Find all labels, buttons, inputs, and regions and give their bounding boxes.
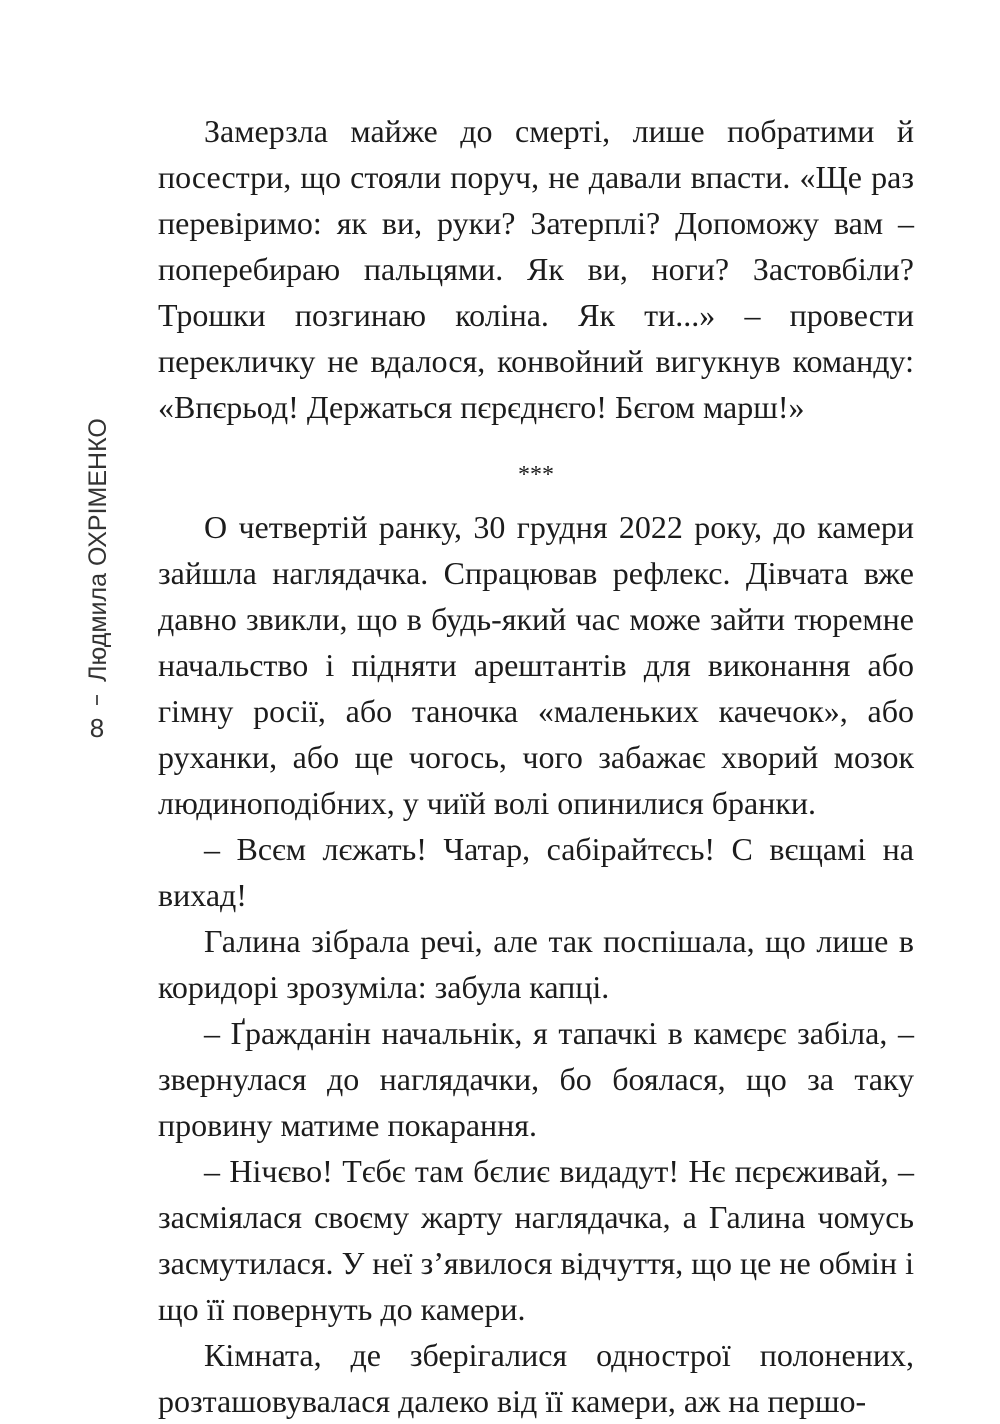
paragraph: Кімната, де зберігалися однострої полонених, розташовувалася далеко від її камери, аж на першо- — [158, 1337, 914, 1419]
paragraph: Галина зібрала речі, але так поспішала, що лише в коридорі зрозуміла: забула капці. — [158, 923, 914, 1005]
paragraph-dialogue: – Ґражданін начальнік, я тапачкі в камєрє забіла, – звернулася до наглядачки, бо боялася, що за таку провину матиме покарання. — [158, 1015, 914, 1143]
paragraph: О четвертій ранку, 30 грудня 2022 року, до камери зайшла наглядачка. Спрацював рефлекс. Дівчата вже давно звикли, що в будь-який час може зайти тюремне начальство і підняти арештантів для виконання або гімну росії, або таночка «маленьких качечок», або руханки, або ще чогось, чого забажає хворий мозок людиноподібних, у чиїй волі опинилися бранки. — [158, 509, 914, 821]
paragraph-dialogue: – Всєм лєжать! Чатар, сабірайтєсь! С вєщамі на вихад! — [158, 831, 914, 913]
paragraph: Замерзла майже до смерті, лише побратими й посестри, що стояли поруч, не давали впасти. «Ще раз перевіримо: як ви, руки? Затерплі? Допоможу вам – поперебираю пальцями. Як ви, ноги? Застовбіли? Трошки позгинаю коліна. Як ти...» – провести перекличку не вдалося, конвойний вигукнув команду: «Впєрьод! Держаться пєрєднєго! Бєгом марш!» — [158, 113, 914, 425]
paragraph-dialogue: – Нічєво! Тєбє там бєлиє видадут! Нє пєрєживай, – засміялася своєму жарту наглядачка, а Галина чомусь засмутилася. У неї з’явилося відчуття, що це не обмін і що її повернуть до камери. — [158, 1153, 914, 1327]
running-head-divider — [96, 695, 98, 705]
page-number: 8 — [89, 713, 105, 743]
running-head-author: Людмила ОХРІМЕНКО — [83, 418, 112, 682]
page-body — [158, 108, 914, 1424]
section-separator: *** — [518, 462, 554, 488]
running-head — [68, 405, 128, 750]
